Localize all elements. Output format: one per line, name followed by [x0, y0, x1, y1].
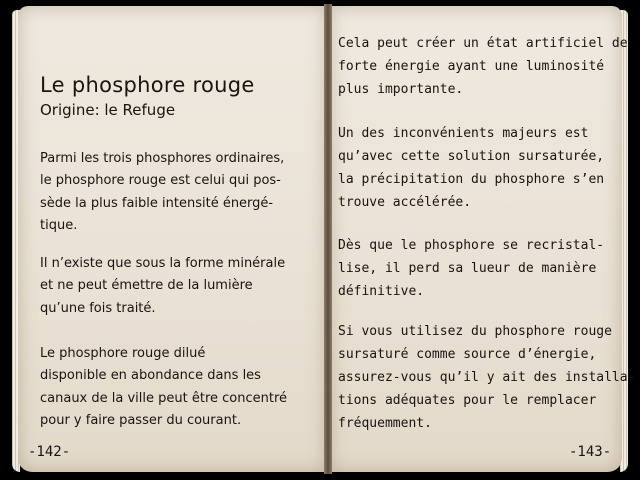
- text-line: tions adéquates pour le remplacer: [338, 393, 597, 408]
- text-line: disponible en abondance dans les: [40, 368, 261, 384]
- text-line: sursaturé comme source d’énergie,: [338, 347, 597, 362]
- book-spine: [324, 4, 332, 474]
- text-line: Un des inconvénients majeurs est: [338, 126, 589, 141]
- left-paragraph-2: [40, 253, 285, 320]
- left-page-number: -142-: [28, 444, 71, 460]
- right-paragraph-2: [338, 122, 604, 214]
- text-line: Parmi les trois phosphores ordinaires,: [40, 151, 285, 166]
- text-line: fréquemment.: [338, 416, 432, 431]
- text-line: trouve accélérée.: [338, 195, 472, 210]
- text-line: qu’avec cette solution sursaturée,: [338, 149, 605, 164]
- entry-origin: Origine: le Refuge: [40, 101, 176, 119]
- text-line: Il n’existe que sous la forme minérale: [40, 256, 286, 271]
- text-line: Le phosphore rouge dilué: [40, 346, 206, 361]
- left-paragraph-3: [40, 343, 287, 432]
- text-line: Dès que le phosphore se recristal-: [338, 238, 605, 253]
- text-line: canaux de la ville peut être concentré: [40, 390, 288, 406]
- text-line: lise, il perd sa lueur de manière: [338, 261, 597, 276]
- right-paragraph-3: [338, 234, 604, 303]
- text-line: Si vous utilisez du phosphore rouge: [338, 324, 612, 339]
- text-line: pour y faire passer du courant.: [40, 412, 242, 428]
- text-line: qu’une fois traité.: [40, 300, 156, 316]
- text-line: tique.: [40, 217, 78, 233]
- text-line: le phosphore rouge est celui qui pos-: [40, 173, 281, 189]
- text-line: forte énergie ayant une luminosité: [338, 59, 605, 74]
- entry-title: Le phosphore rouge: [40, 73, 255, 97]
- right-paragraph-1: [338, 32, 628, 101]
- text-line: et ne peut émettre de la lumière: [40, 278, 253, 294]
- right-paragraph-4: [338, 320, 635, 435]
- text-line: sède la plus faible intensité énergé-: [40, 195, 274, 211]
- text-line: la précipitation du phosphore s’en: [338, 172, 605, 187]
- text-line: assurez-vous qu’il y ait des installa-: [338, 370, 636, 385]
- text-line: définitive.: [338, 284, 425, 299]
- text-line: plus importante.: [338, 82, 464, 97]
- text-line: Cela peut créer un état artificiel de: [338, 36, 628, 51]
- right-page-number: -143-: [569, 444, 612, 460]
- left-paragraph-1: [40, 148, 284, 237]
